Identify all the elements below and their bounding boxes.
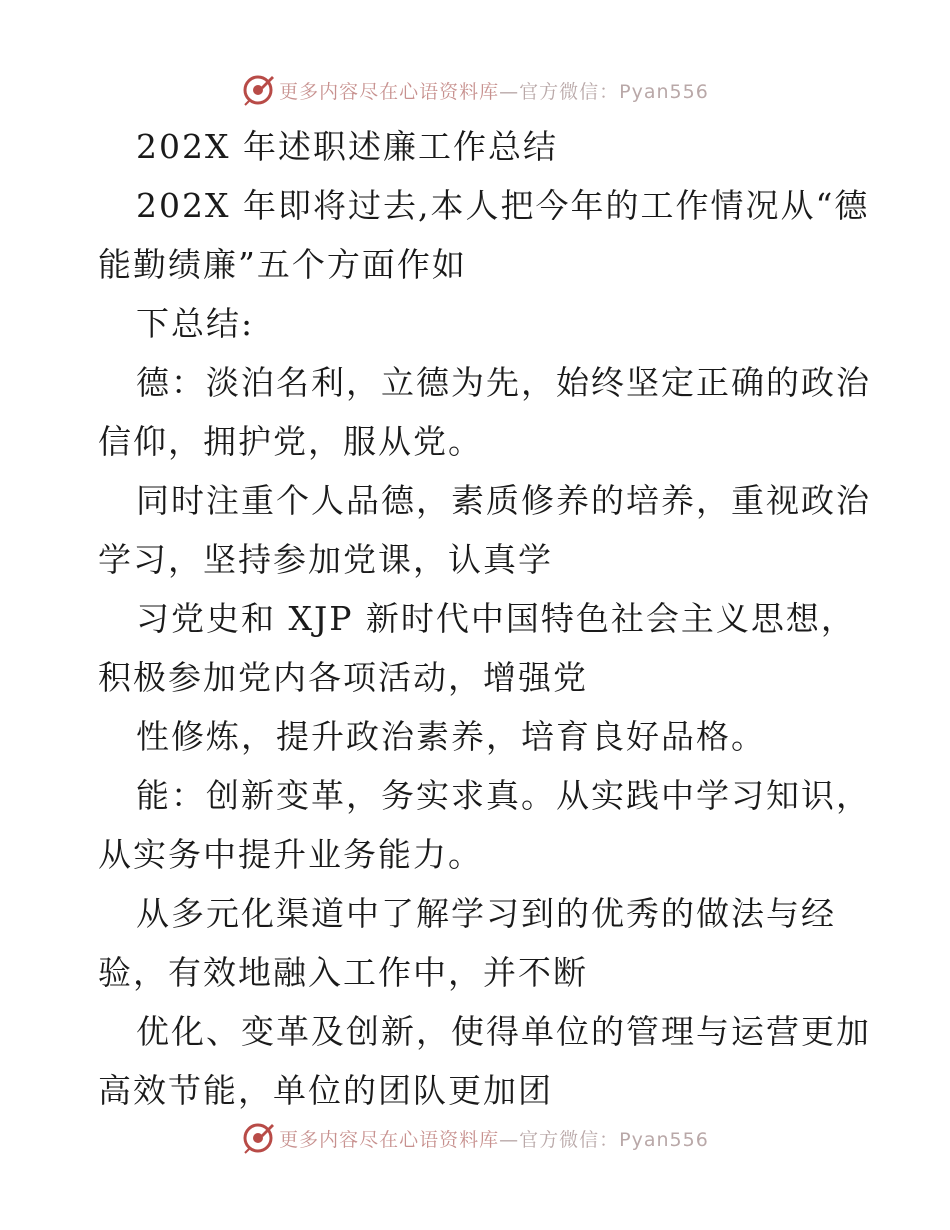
text-line: 习党史和 XJP 新时代中国特色社会主义思想， bbox=[136, 599, 856, 638]
watermark-main-text: 更多内容尽在心语资料库 bbox=[279, 80, 500, 103]
text-line: 德：淡泊名利，立德为先，始终坚定正确的政治 bbox=[136, 363, 871, 402]
text-line: 同时注重个人品德，素质修养的培养，重视政治 bbox=[136, 481, 871, 520]
text-line: 高效节能，单位的团队更加团 bbox=[98, 1071, 553, 1110]
text-line: 积极参加党内各项活动，增强党 bbox=[98, 658, 588, 697]
watermark-main-text: 更多内容尽在心语资料库 bbox=[279, 1128, 500, 1151]
text-line: 能：创新变革，务实求真。从实践中学习知识， bbox=[136, 776, 871, 815]
text-line: 下总结: bbox=[136, 304, 255, 343]
text-line: 学习，坚持参加党课，认真学 bbox=[98, 540, 553, 579]
text-line: 从实务中提升业务能力。 bbox=[98, 835, 483, 874]
text-line: 能勤绩廉”五个方面作如 bbox=[98, 245, 467, 284]
watermark-footer bbox=[0, 1118, 950, 1158]
text-line: 信仰，拥护党，服从党。 bbox=[98, 422, 483, 461]
text-line: 优化、变革及创新，使得单位的管理与运营更加 bbox=[136, 1012, 871, 1051]
text-line: 性修炼，提升政治素养，培育良好品格。 bbox=[136, 717, 766, 756]
watermark-sub-text: —官方微信：Pyan556 bbox=[499, 1128, 709, 1151]
watermark-sub-text: —官方微信：Pyan556 bbox=[499, 80, 709, 103]
pen-circle-logo-icon bbox=[241, 73, 275, 107]
document-title: 202X 年述职述廉工作总结 bbox=[136, 127, 558, 166]
text-line: 验，有效地融入工作中，并不断 bbox=[98, 953, 588, 992]
text-line: 202X 年即将过去,本人把今年的工作情况从“德 bbox=[136, 186, 870, 225]
pen-circle-logo-icon bbox=[241, 1121, 275, 1155]
text-line: 从多元化渠道中了解学习到的优秀的做法与经 bbox=[136, 894, 836, 933]
document-body bbox=[98, 117, 871, 1120]
watermark-header bbox=[0, 70, 950, 110]
